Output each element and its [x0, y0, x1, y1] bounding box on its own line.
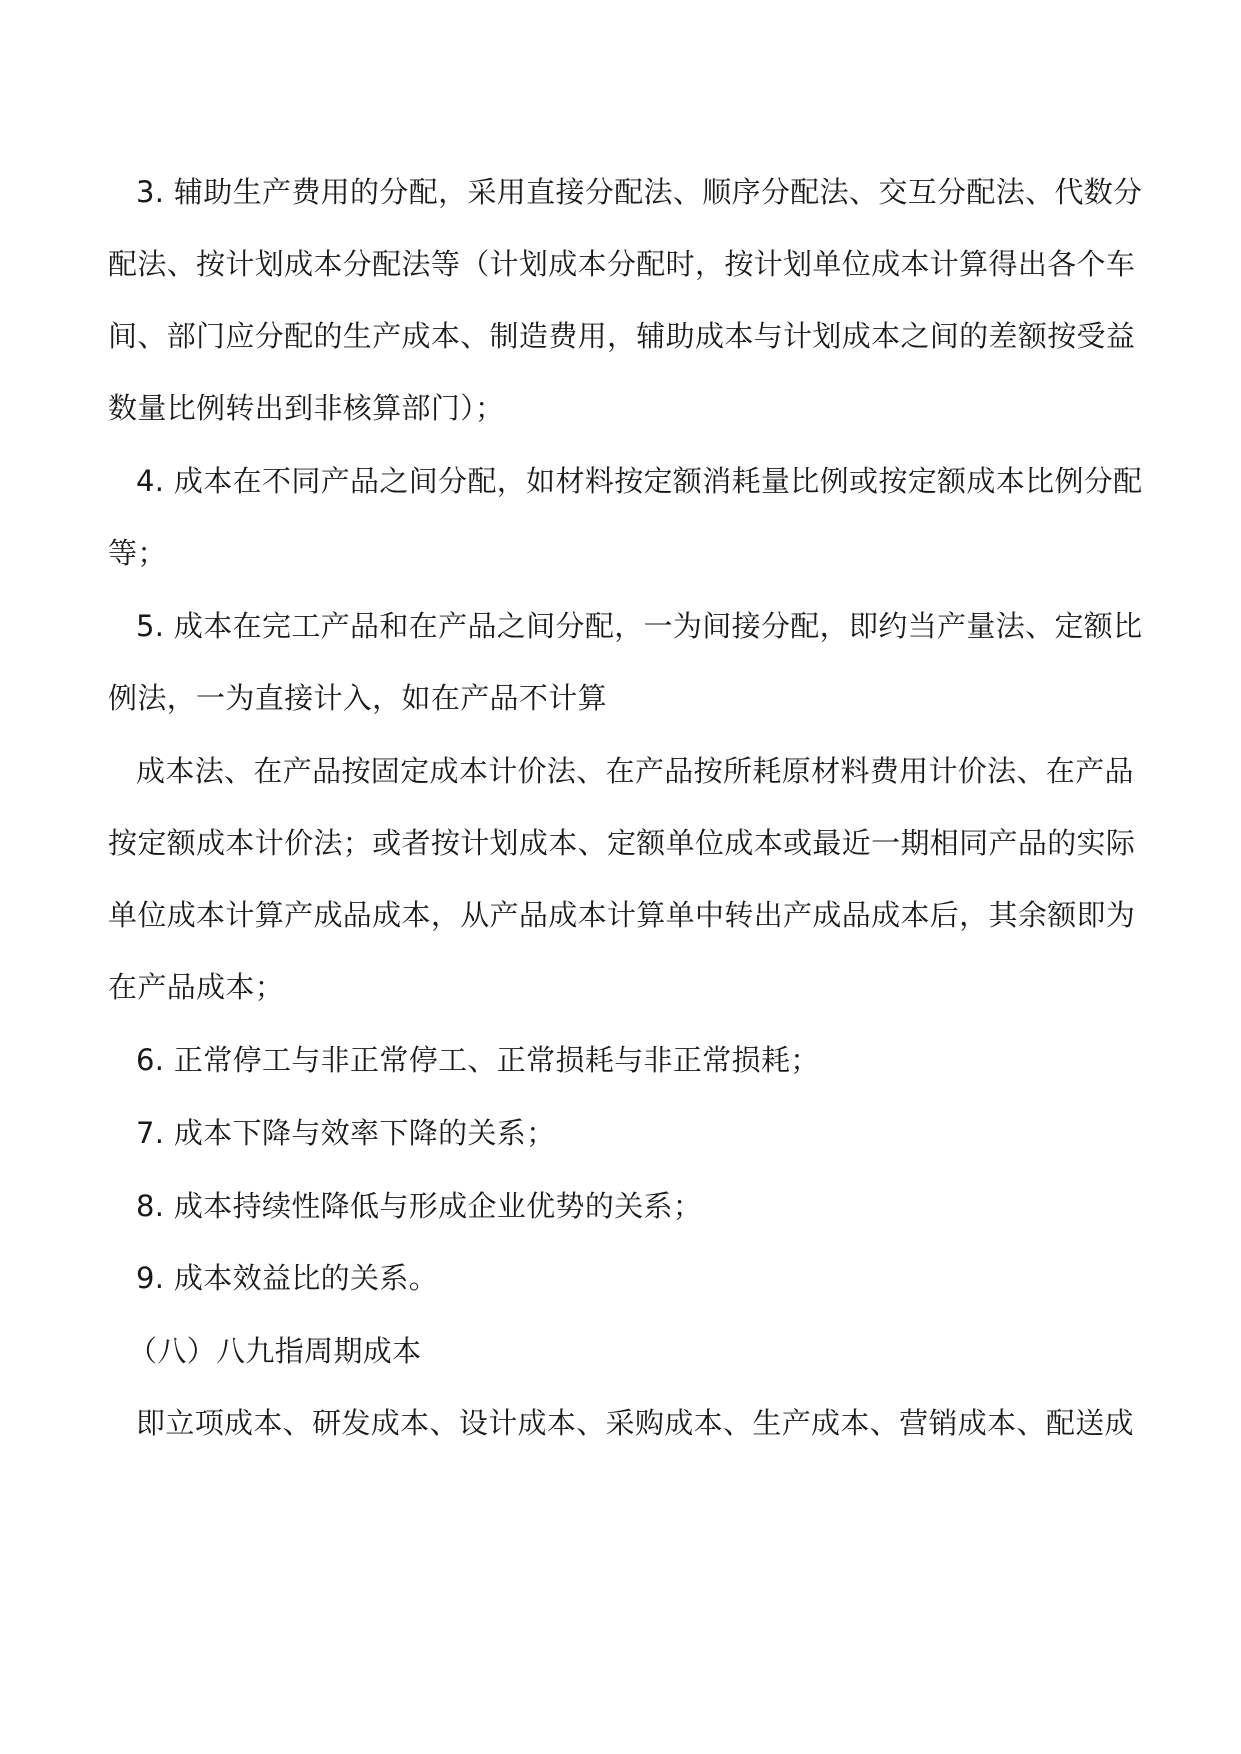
list-item-9: 9. 成本效益比的关系。 — [136, 1261, 439, 1295]
list-item-6: 6. 正常停工与非正常停工、正常损耗与非正常损耗； — [136, 1043, 820, 1077]
paragraph-period-cost-line-1: 即立项成本、研发成本、设计成本、采购成本、生产成本、营销成本、配送成 — [136, 1406, 1134, 1440]
paragraph-item-3-line-2: 配法、按计划成本分配法等（计划成本分配时，按计划单位成本计算得出各个车 — [108, 247, 1136, 281]
paragraph-continuation-line-4: 在产品成本； — [108, 970, 285, 1004]
paragraph-continuation-line-3: 单位成本计算产成品成本，从产品成本计算单中转出产成品成本后，其余额即为 — [108, 898, 1136, 932]
paragraph-item-5-line-2: 例法，一为直接计入，如在产品不计算 — [108, 681, 607, 715]
paragraph-continuation-line-2: 按定额成本计价法；或者按计划成本、定额单位成本或最近一期相同产品的实际 — [108, 826, 1136, 860]
section-heading: （八）八九指周期成本 — [128, 1334, 422, 1368]
list-item-8: 8. 成本持续性降低与形成企业优势的关系； — [136, 1189, 703, 1223]
paragraph-item-3-line-4: 数量比例转出到非核算部门）； — [108, 391, 505, 425]
paragraph-item-5-line-1: 5. 成本在完工产品和在产品之间分配，一为间接分配，即约当产量法、定额比 — [136, 609, 1143, 643]
paragraph-continuation-line-1: 成本法、在产品按固定成本计价法、在产品按所耗原材料费用计价法、在产品 — [136, 754, 1134, 788]
paragraph-item-4-line-1: 4. 成本在不同产品之间分配，如材料按定额消耗量比例或按定额成本比例分配 — [136, 464, 1143, 498]
paragraph-item-3-line-1: 3. 辅助生产费用的分配，采用直接分配法、顺序分配法、交互分配法、代数分 — [136, 175, 1143, 209]
list-item-7: 7. 成本下降与效率下降的关系； — [136, 1116, 556, 1150]
paragraph-item-4-line-2: 等； — [108, 536, 167, 570]
paragraph-item-3-line-3: 间、部门应分配的生产成本、制造费用，辅助成本与计划成本之间的差额按受益 — [108, 319, 1136, 353]
